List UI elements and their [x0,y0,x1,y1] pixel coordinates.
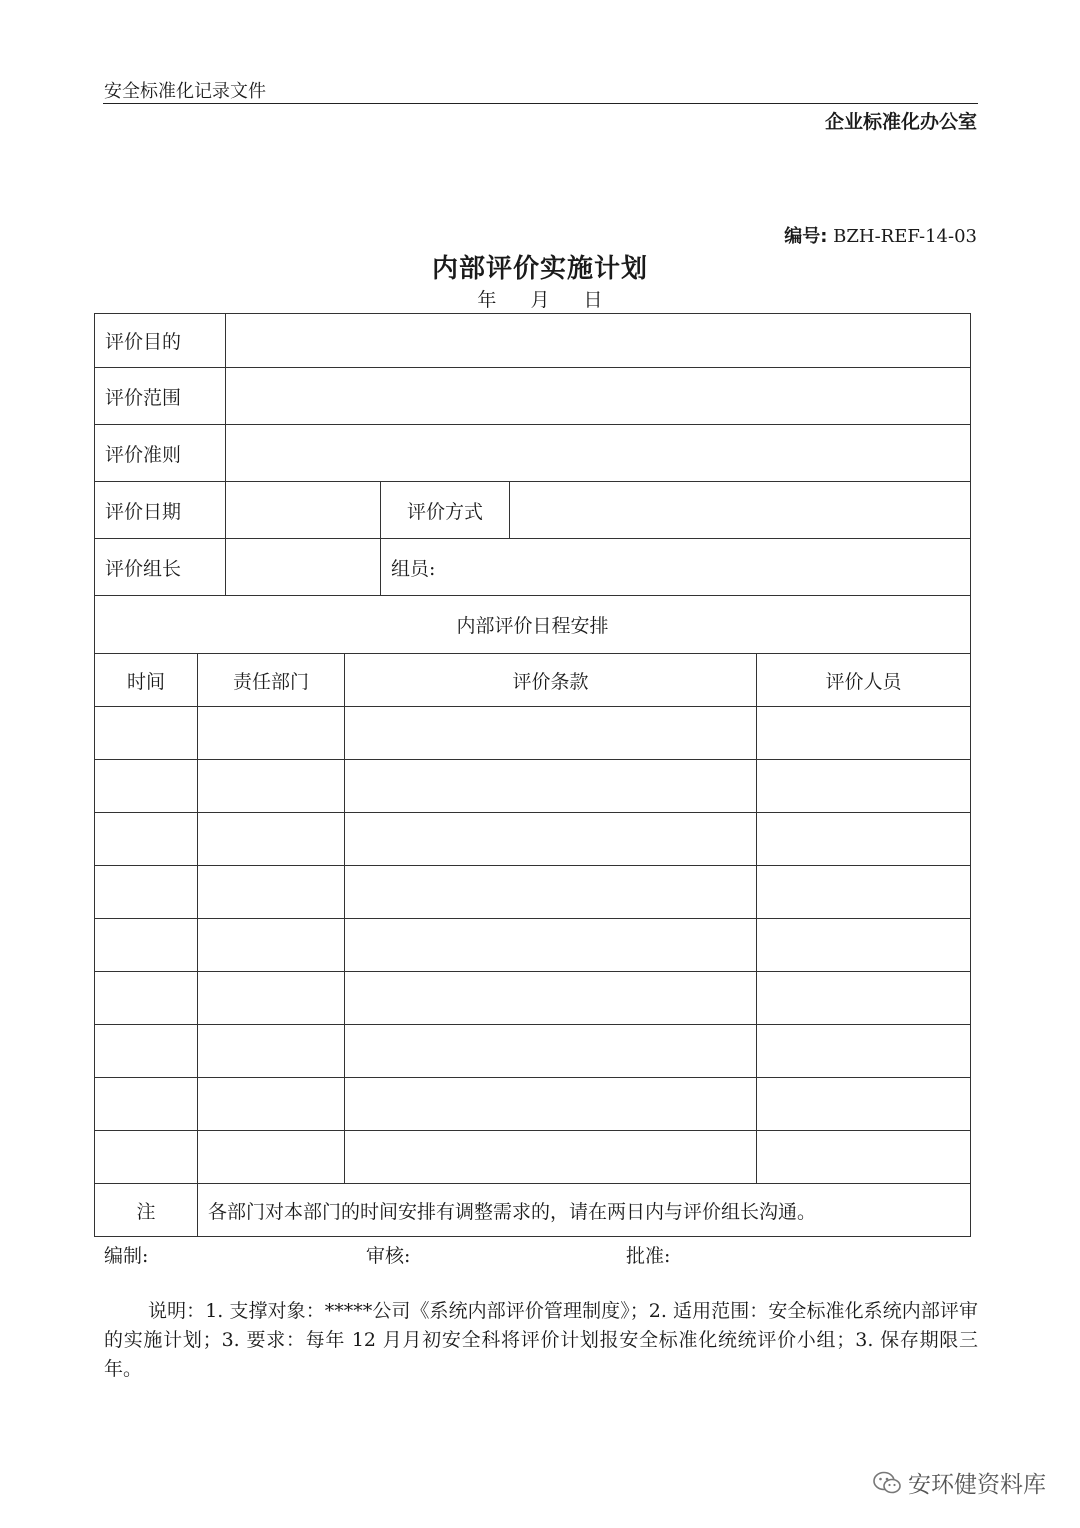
header-left-text: 安全标准化记录文件 [104,81,266,102]
department-cell[interactable] [198,972,345,1025]
table-row [95,866,971,919]
clause-cell[interactable] [345,972,757,1025]
evaluator-cell[interactable] [757,1078,971,1131]
criteria-label: 评价准则 [95,425,226,482]
explanation-text: 说明：1. 支撑对象：*****公司《系统内部评价管理制度》；2. 适用范围：安全标准化系统内部评审的实施计划；3. 要求：每年 12 月月初安全科将评价计划报安全标准化统统评价小组；3. 保存期限三年。 [104,1300,978,1380]
column-header-time: 时间 [95,654,198,707]
watermark-text: 安环健资料库 [908,1472,1046,1498]
document-number [784,222,977,248]
purpose-field[interactable] [226,314,971,368]
clause-cell[interactable] [345,1078,757,1131]
note-text: 各部门对本部门的时间安排有调整需求的，请在两日内与评价组长沟通。 [198,1184,971,1237]
clause-cell[interactable] [345,1025,757,1078]
evaluator-cell[interactable] [757,813,971,866]
table-row [95,1131,971,1184]
column-header-evaluator: 评价人员 [757,654,971,707]
department-cell[interactable] [198,1131,345,1184]
table-row [95,1025,971,1078]
evaluation-plan-table [94,313,971,1237]
time-cell[interactable] [95,866,198,919]
table-row [95,919,971,972]
time-cell[interactable] [95,919,198,972]
evaluator-cell[interactable] [757,919,971,972]
watermark [872,1466,1046,1499]
leader-label: 评价组长 [95,539,226,596]
department-cell[interactable] [198,1078,345,1131]
clause-cell[interactable] [345,1131,757,1184]
evaluator-cell[interactable] [757,760,971,813]
header-right-text: 企业标准化办公室 [824,111,977,133]
date-year: 年 [477,289,497,311]
clause-cell[interactable] [345,813,757,866]
purpose-label: 评价目的 [95,314,226,368]
reviewed-by-label: 审核: [366,1245,411,1267]
clause-cell[interactable] [345,760,757,813]
scope-field[interactable] [226,368,971,425]
evaluator-cell[interactable] [757,972,971,1025]
department-cell[interactable] [198,866,345,919]
table-row [95,707,971,760]
date-day: 日 [583,289,603,311]
clause-cell[interactable] [345,919,757,972]
approved-by-label: 批准: [626,1245,671,1267]
method-field[interactable] [510,482,971,539]
department-cell[interactable] [198,1025,345,1078]
evaluator-cell[interactable] [757,1131,971,1184]
time-cell[interactable] [95,972,198,1025]
schedule-title: 内部评价日程安排 [95,596,971,654]
leader-field[interactable] [226,539,381,596]
table-row [95,760,971,813]
method-label: 评价方式 [381,482,510,539]
criteria-field[interactable] [226,425,971,482]
table-row [95,1078,971,1131]
date-field[interactable] [226,482,381,539]
time-cell[interactable] [95,760,198,813]
department-cell[interactable] [198,760,345,813]
time-cell[interactable] [95,1078,198,1131]
date-label: 评价日期 [95,482,226,539]
document-number-label: 编号: [784,226,828,247]
time-cell[interactable] [95,1025,198,1078]
prepared-by-label: 编制: [104,1245,149,1267]
time-cell[interactable] [95,1131,198,1184]
document-number-value: BZH-REF-14-03 [833,226,977,247]
time-cell[interactable] [95,813,198,866]
evaluator-cell[interactable] [757,707,971,760]
note-label: 注 [95,1184,198,1237]
evaluator-cell[interactable] [757,866,971,919]
header-divider [103,103,978,104]
time-cell[interactable] [95,707,198,760]
department-cell[interactable] [198,707,345,760]
table-row [95,813,971,866]
date-line [0,285,1080,312]
column-header-clause: 评价条款 [345,654,757,707]
wechat-logo-icon [872,1470,902,1496]
clause-cell[interactable] [345,866,757,919]
department-cell[interactable] [198,919,345,972]
page-title: 内部评价实施计划 [431,254,648,284]
column-header-department: 责任部门 [198,654,345,707]
members-field[interactable]: 组员: [381,539,971,596]
scope-label: 评价范围 [95,368,226,425]
date-month: 月 [530,289,550,311]
table-row [95,972,971,1025]
evaluator-cell[interactable] [757,1025,971,1078]
department-cell[interactable] [198,813,345,866]
clause-cell[interactable] [345,707,757,760]
